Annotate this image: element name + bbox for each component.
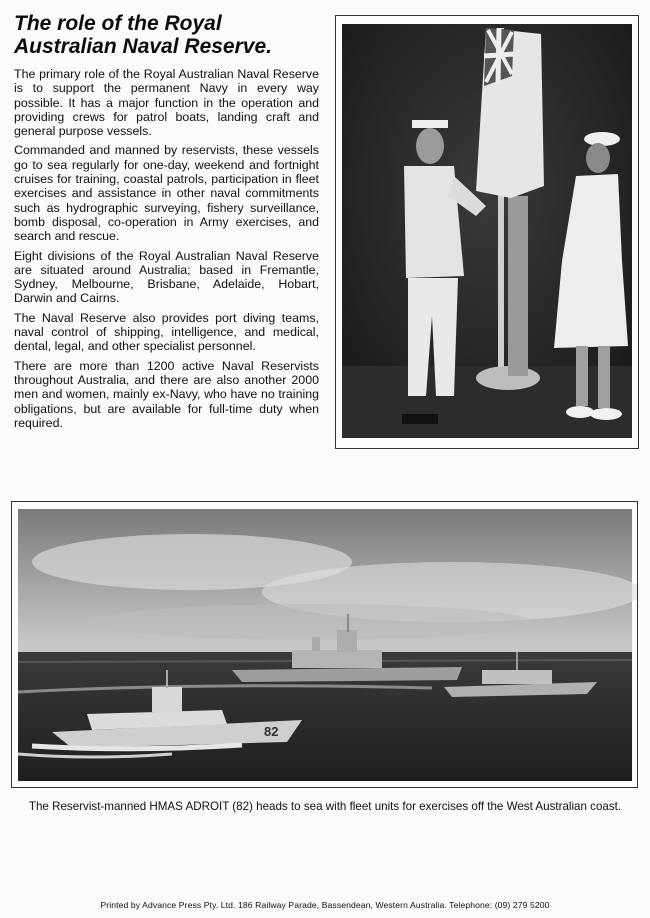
paragraph-reservists-count: There are more than 1200 active Naval Reservists throughout Australia, and there are also another 2000 men and women, mainly ex-Navy, who have no training obligations, but are available for full-time duty when required. — [14, 358, 319, 430]
page-title: The role of the Royal Australian Naval Reserve. — [14, 12, 272, 58]
paragraph-vessels: Commanded and manned by reservists, these vessels go to sea regularly for one-day, weekend and fortnight cruises for training, coastal patrols, participation in fleet exercises and assistance in other naval commitments such as hydrographic surveying, fishery surveillance, bomb disposal, co-operation in Army exercises, and search and rescue. — [14, 143, 319, 244]
paragraph-specialists: The Naval Reserve also provides port diving teams, naval control of shipping, intelligence, and medical, dental, legal, and other specialist personnel. — [14, 310, 319, 354]
paragraph-divisions: Eight divisions of the Royal Australian Naval Reserve are situated around Australia; based in Fremantle, Sydney, Melbourne, Brisbane, Adelaide, Hobart, Darwin and Cairns. — [14, 248, 319, 306]
hull-number: 82 — [264, 724, 279, 739]
printer-footer: Printed by Advance Press Pty. Ltd. 186 Railway Parade, Bassendean, Western Australia. Telephone: (09) 279 5200 — [100, 900, 550, 910]
paragraph-primary-role: The primary role of the Royal Australian Naval Reserve is to support the permanent Navy in every way possible. It has a major function in the operation and providing crews for patrol boats, landing craft and general purpose vessels. — [14, 67, 319, 139]
ships-photo-frame — [11, 501, 638, 788]
photo-caption: The Reservist-manned HMAS ADROIT (82) heads to sea with fleet units for exercises off the West Australian coast. — [28, 800, 622, 813]
ships-at-sea-photo — [12, 502, 637, 787]
body-text — [14, 67, 319, 435]
flag-ceremony-photo-frame — [335, 15, 639, 449]
ensign-flag — [476, 28, 544, 198]
flag-ceremony-photo — [336, 16, 638, 448]
